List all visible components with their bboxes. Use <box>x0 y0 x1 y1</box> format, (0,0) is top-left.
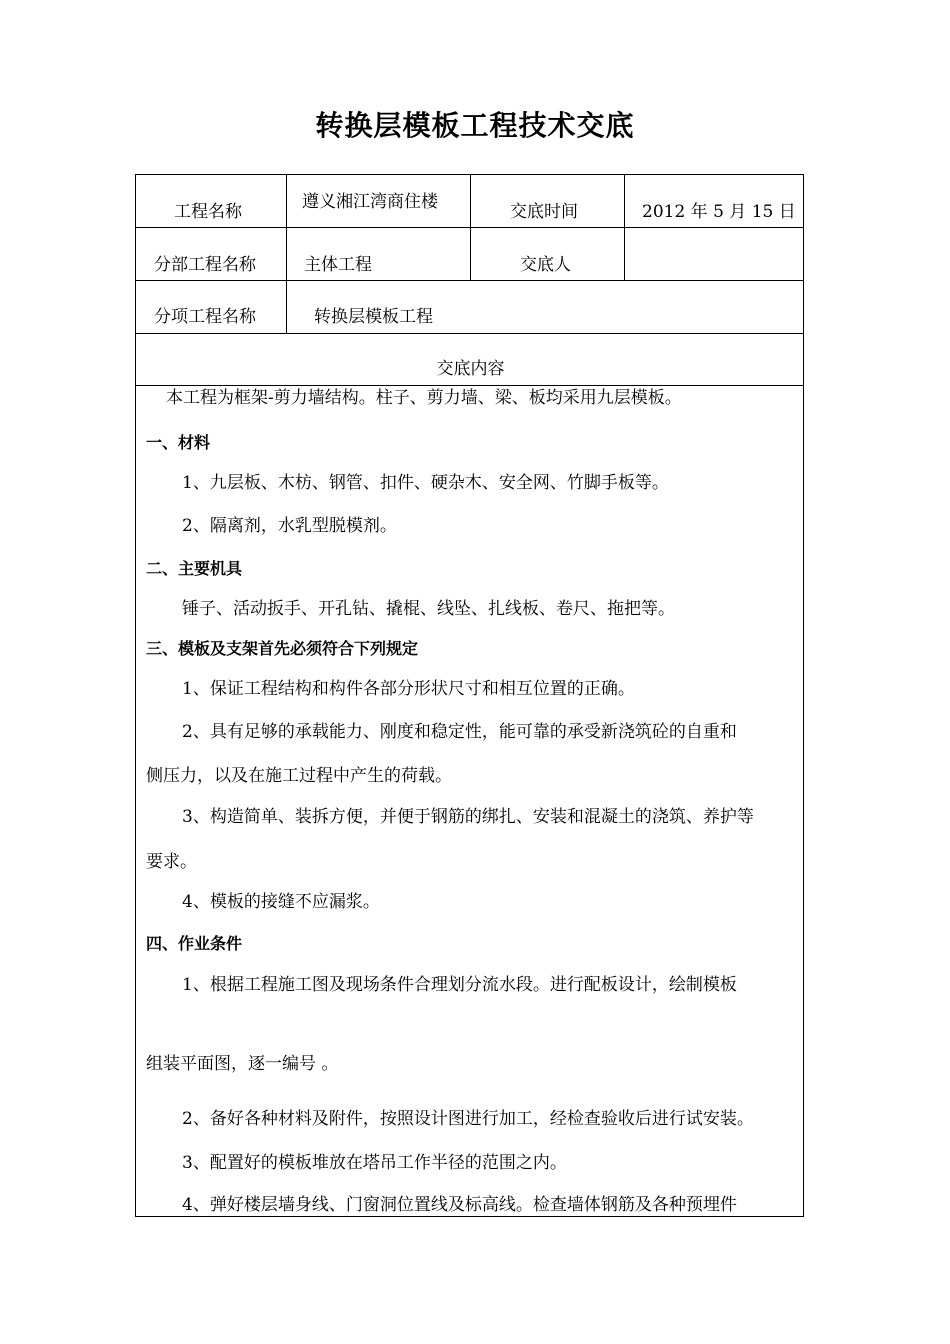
date-label: 交底时间 <box>510 202 578 222</box>
content-line: 2、具有足够的承载能力、刚度和稳定性，能可靠的承受新浇筑砼的自重和 <box>182 722 737 742</box>
content-line: 2、隔离剂，水乳型脱模剂。 <box>182 516 397 536</box>
project-name-label: 工程名称 <box>174 202 242 222</box>
document-title: 转换层模板工程技术交底 <box>315 109 635 142</box>
column-divider <box>470 175 471 280</box>
content-line: 1、根据工程施工图及现场条件合理划分流水段。进行配板设计，绘制模板 <box>182 975 737 995</box>
subdivision-label: 分项工程名称 <box>154 307 256 327</box>
section-heading: 二、主要机具 <box>146 559 243 578</box>
division-label: 分部工程名称 <box>154 255 256 275</box>
row-divider <box>136 385 803 386</box>
content-line: 1、九层板、木枋、钢管、扣件、硬杂木、安全网、竹脚手板等。 <box>182 473 669 493</box>
column-divider <box>286 175 287 333</box>
content-line: 3、构造简单、装拆方便，并便于钢筋的绑扎、安装和混凝土的浇筑、养护等 <box>182 807 754 827</box>
content-line: 本工程为框架-剪力墙结构。柱子、剪力墙、梁、板均采用九层模板。 <box>166 388 682 408</box>
project-name-value: 遵义湘江湾商住楼 <box>302 192 438 212</box>
content-line: 组装平面图，逐一编号 。 <box>146 1054 339 1074</box>
content-header: 交底内容 <box>436 359 505 379</box>
section-heading: 四、作业条件 <box>146 934 243 953</box>
date-value: 2012 年 5 月 15 日 <box>642 202 796 222</box>
subdivision-value: 转换层模板工程 <box>314 307 433 327</box>
row-divider <box>136 280 803 281</box>
content-line: 侧压力，以及在施工过程中产生的荷载。 <box>146 766 452 786</box>
content-line: 4、弹好楼层墙身线、门窗洞位置线及标高线。检查墙体钢筋及各种预埋件 <box>182 1195 737 1215</box>
content-line: 1、保证工程结构和构件各部分形状尺寸和相互位置的正确。 <box>182 679 635 699</box>
content-line: 2、备好各种材料及附件，按照设计图进行加工，经检查验收后进行试安装。 <box>182 1109 754 1129</box>
content-line: 锤子、活动扳手、开孔钻、撬棍、线坠、扎线板、卷尺、拖把等。 <box>182 599 675 619</box>
content-line: 要求。 <box>146 852 197 872</box>
content-line: 3、配置好的模板堆放在塔吊工作半径的范围之内。 <box>182 1153 567 1173</box>
column-divider <box>624 175 625 280</box>
presenter-label: 交底人 <box>520 255 571 275</box>
content-line: 4、模板的接缝不应漏浆。 <box>182 892 380 912</box>
disclosure-table <box>135 174 804 1217</box>
section-heading: 三、模板及支架首先必须符合下列规定 <box>146 639 419 658</box>
division-value: 主体工程 <box>304 255 372 275</box>
section-heading: 一、材料 <box>146 433 211 452</box>
row-divider <box>136 333 803 334</box>
